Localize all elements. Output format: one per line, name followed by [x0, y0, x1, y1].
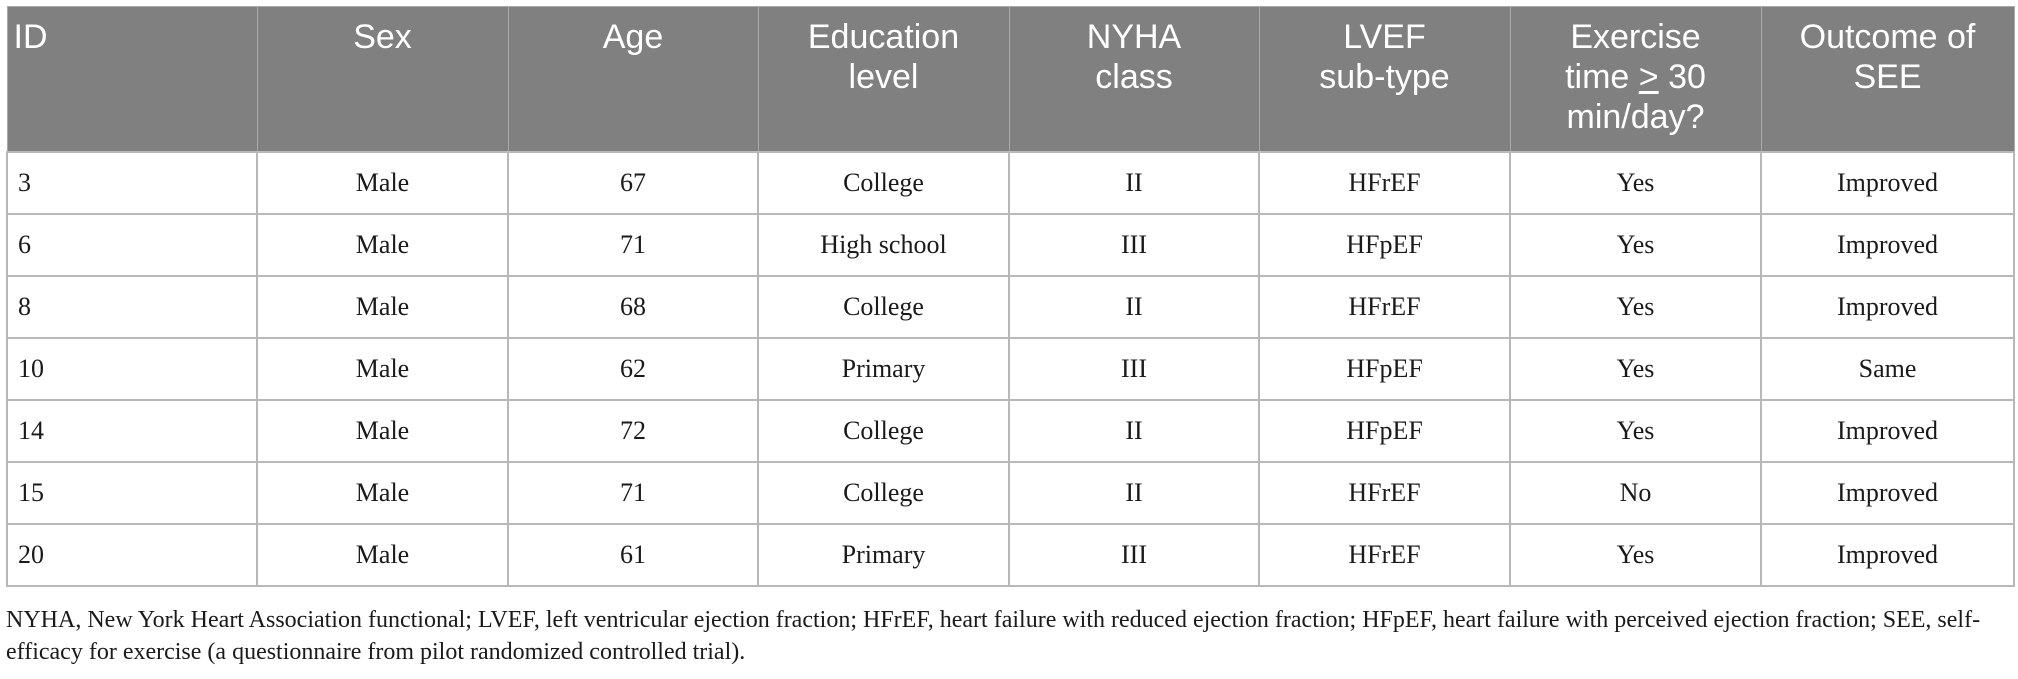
cell-exercise: Yes: [1510, 152, 1761, 214]
table-row: [7, 462, 2014, 524]
table-row: [7, 400, 2014, 462]
cell-id: 14: [7, 400, 257, 462]
header-lvef-subtype: [1259, 7, 1510, 152]
cell-id: 8: [7, 276, 257, 338]
cell-age: 68: [508, 276, 758, 338]
cell-lvef: HFrEF: [1259, 276, 1510, 338]
cell-id: 15: [7, 462, 257, 524]
header-education-level: [758, 7, 1009, 152]
cell-exercise: No: [1510, 462, 1761, 524]
cell-age: 71: [508, 462, 758, 524]
header-lvef-line1: LVEF: [1343, 18, 1426, 56]
cell-education: College: [758, 400, 1009, 462]
table-row: [7, 152, 2014, 214]
cell-lvef: HFrEF: [1259, 152, 1510, 214]
header-nyha-line1: NYHA: [1086, 18, 1182, 56]
cell-outcome: Improved: [1761, 524, 2014, 586]
table-footnote: NYHA, New York Heart Association functional; LVEF, left ventricular ejection fraction; HFrEF, heart failure with reduced ejection fraction; HFpEF, heart failure with perceived ejection fraction; SEE, self-efficacy for exercise (a questionnaire from pilot randomized controlled trial).: [6, 607, 1981, 665]
header-exercise-line3: min/day?: [1566, 98, 1705, 136]
cell-sex: Male: [257, 462, 508, 524]
table-row: [7, 338, 2014, 400]
cell-education: High school: [758, 214, 1009, 276]
cell-sex: Male: [257, 152, 508, 214]
cell-education: College: [758, 462, 1009, 524]
header-id: [7, 7, 257, 152]
cell-age: 61: [508, 524, 758, 586]
cell-nyha: II: [1009, 152, 1259, 214]
cell-id: 20: [7, 524, 257, 586]
cell-sex: Male: [257, 400, 508, 462]
header-lvef-line2: sub-type: [1319, 58, 1450, 96]
cell-age: 72: [508, 400, 758, 462]
cell-exercise: Yes: [1510, 214, 1761, 276]
header-nyha-class: [1009, 7, 1259, 152]
cell-sex: Male: [257, 214, 508, 276]
cell-sex: Male: [257, 276, 508, 338]
cell-id: 6: [7, 214, 257, 276]
cell-sex: Male: [257, 338, 508, 400]
table-row: [7, 524, 2014, 586]
patient-characteristics-table: [6, 6, 2015, 587]
cell-lvef: HFpEF: [1259, 338, 1510, 400]
cell-outcome: Same: [1761, 338, 2014, 400]
cell-outcome: Improved: [1761, 400, 2014, 462]
cell-outcome: Improved: [1761, 276, 2014, 338]
header-age: [508, 7, 758, 152]
header-id-label: ID: [13, 18, 48, 56]
header-education-line1: Education: [807, 18, 960, 56]
cell-nyha: III: [1009, 338, 1259, 400]
cell-sex: Male: [257, 524, 508, 586]
cell-nyha: II: [1009, 462, 1259, 524]
cell-exercise: Yes: [1510, 400, 1761, 462]
cell-outcome: Improved: [1761, 462, 2014, 524]
table-row: [7, 276, 2014, 338]
cell-age: 67: [508, 152, 758, 214]
cell-id: 3: [7, 152, 257, 214]
cell-nyha: II: [1009, 400, 1259, 462]
cell-lvef: HFrEF: [1259, 462, 1510, 524]
header-exercise-time: [1510, 7, 1761, 152]
cell-id: 10: [7, 338, 257, 400]
header-outcome-of-see: [1761, 7, 2014, 152]
header-education-line2: level: [848, 58, 919, 96]
header-outcome-line2: SEE: [1853, 58, 1922, 96]
cell-lvef: HFpEF: [1259, 214, 1510, 276]
cell-education: College: [758, 152, 1009, 214]
header-exercise-line2-pre: time: [1565, 58, 1639, 96]
header-sex: [257, 7, 508, 152]
cell-lvef: HFrEF: [1259, 524, 1510, 586]
table-row: [7, 214, 2014, 276]
header-sex-label: Sex: [353, 18, 412, 56]
cell-nyha: III: [1009, 524, 1259, 586]
cell-exercise: Yes: [1510, 524, 1761, 586]
cell-outcome: Improved: [1761, 152, 2014, 214]
cell-age: 62: [508, 338, 758, 400]
cell-exercise: Yes: [1510, 338, 1761, 400]
header-exercise-gte-symbol: >: [1638, 58, 1659, 96]
header-nyha-line2: class: [1095, 58, 1173, 96]
cell-education: Primary: [758, 524, 1009, 586]
cell-lvef: HFpEF: [1259, 400, 1510, 462]
header-row: [7, 7, 2014, 152]
patient-table-container: [6, 6, 2013, 587]
cell-education: Primary: [758, 338, 1009, 400]
header-age-label: Age: [602, 18, 664, 56]
cell-nyha: II: [1009, 276, 1259, 338]
cell-education: College: [758, 276, 1009, 338]
header-exercise-line2-post: 30: [1658, 58, 1706, 96]
cell-exercise: Yes: [1510, 276, 1761, 338]
cell-age: 71: [508, 214, 758, 276]
header-exercise-line1: Exercise: [1570, 18, 1701, 56]
cell-nyha: III: [1009, 214, 1259, 276]
cell-outcome: Improved: [1761, 214, 2014, 276]
header-outcome-line1: Outcome of: [1799, 18, 1976, 56]
